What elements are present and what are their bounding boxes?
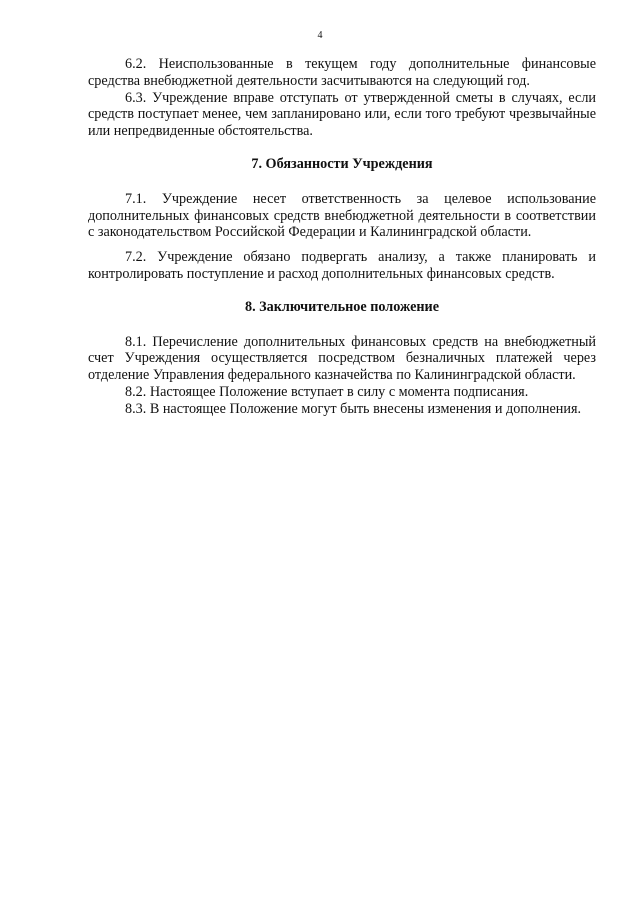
paragraph-8-1: 8.1. Перечисление дополнительных финансовых средств на внебюджетный счет Учреждения осуществляется посредством безналичных платежей через отделение Управления федерального казначейства по Калининградской области. [88,333,596,384]
paragraph-7-1: 7.1. Учреждение несет ответственность за целевое использование дополнительных финансовых средств внебюджетной деятельности в соответствии с законодательством Российской Федерации и Калининградской области. [88,190,596,241]
paragraph-6-2: 6.2. Неиспользованные в текущем году дополнительные финансовые средства внебюджетной деятельности засчитываются на следующий год. [88,56,596,89]
paragraph-7-2: 7.2. Учреждение обязано подвергать анализу, а также планировать и контролировать поступление и расход дополнительных финансовых средств. [88,249,596,282]
page-number: 4 [317,30,323,41]
paragraph-8-3: 8.3. В настоящее Положение могут быть внесены изменения и дополнения. [125,400,582,417]
section-heading-8: 8. Заключительное положение [244,298,440,315]
paragraph-8-2: 8.2. Настоящее Положение вступает в силу с момента подписания. [125,383,529,400]
section-heading-7: 7. Обязанности Учреждения [251,155,433,172]
document-body [88,56,596,418]
paragraph-6-3: 6.3. Учреждение вправе отступать от утвержденной сметы в случаях, если средств поступает менее, чем запланировано или, если того требуют чрезвычайные или непредвиденные обстоятельства. [88,89,596,140]
